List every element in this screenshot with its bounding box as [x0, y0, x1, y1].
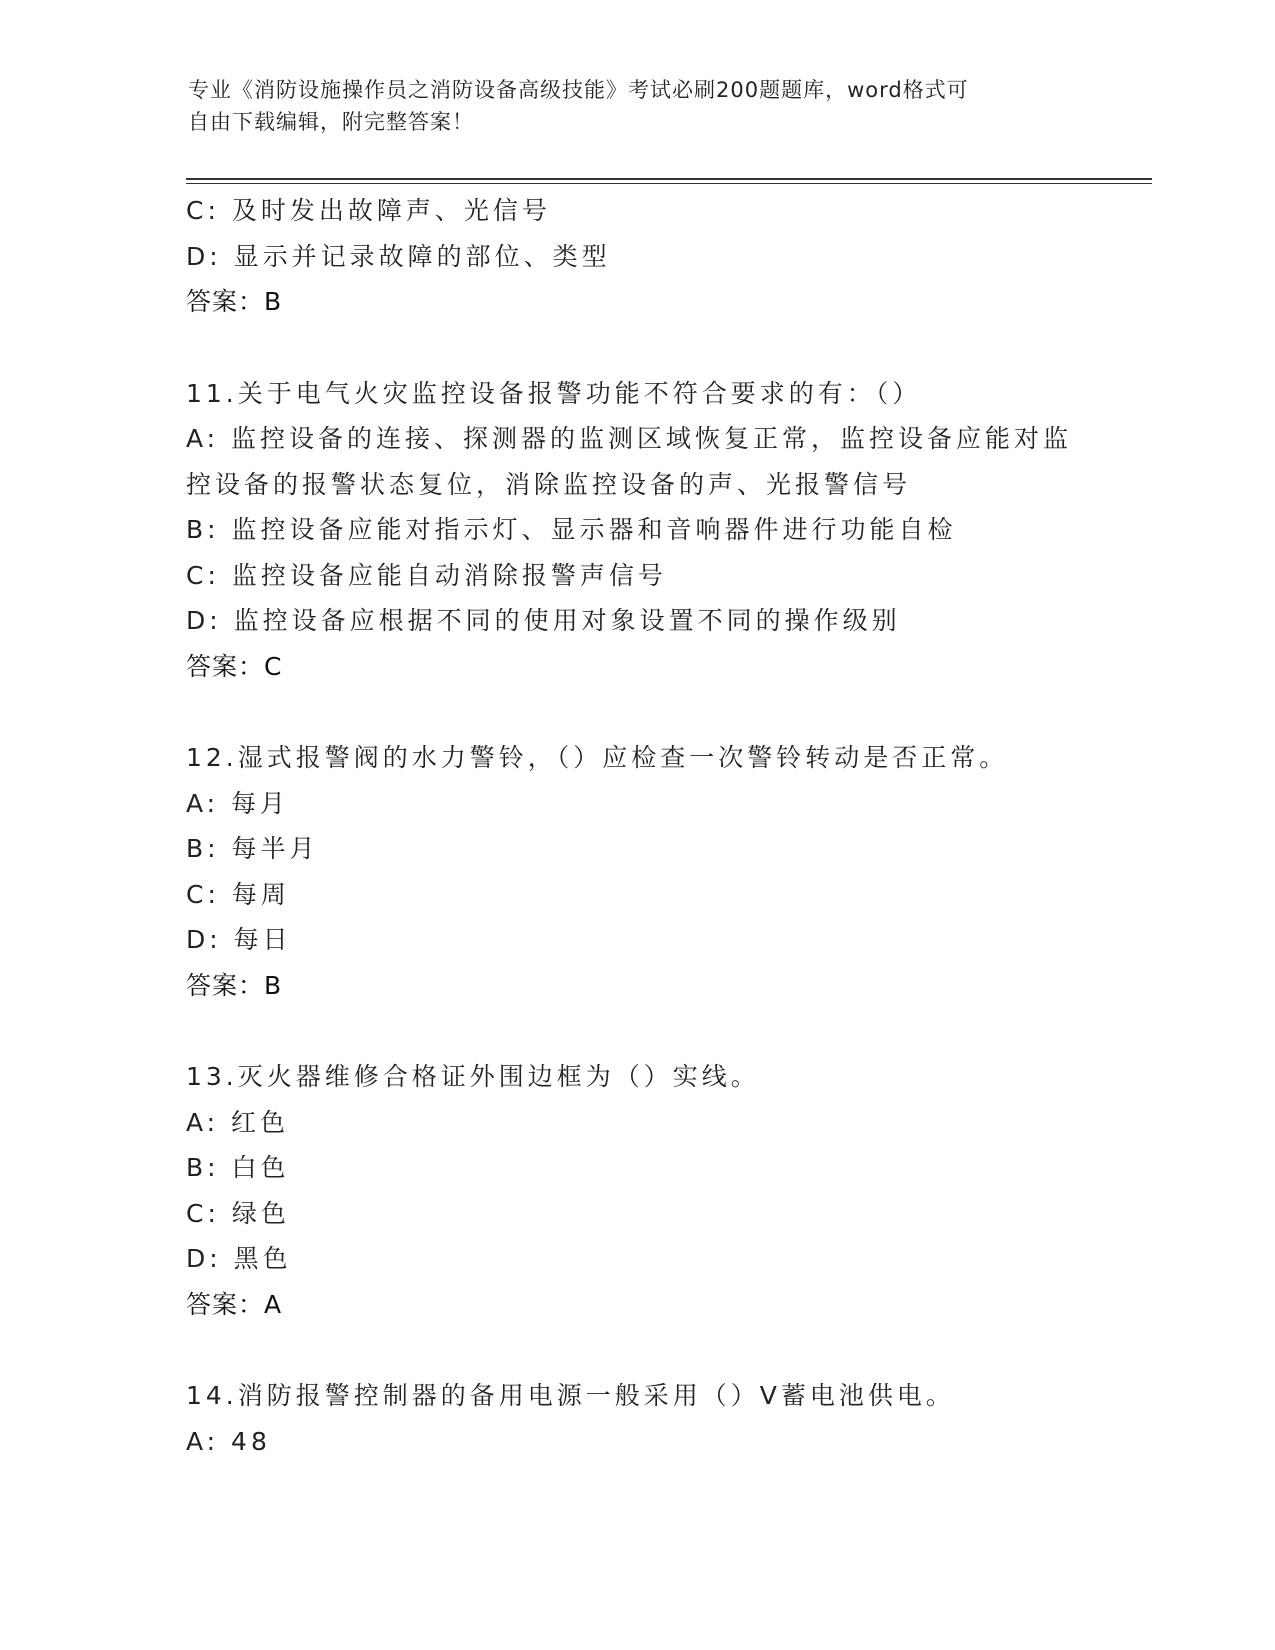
question-12-option-d: D: 每日	[186, 925, 292, 954]
question-13-option-a: A: 红色	[186, 1107, 290, 1137]
question-10	[186, 188, 1146, 325]
question-10-answer: 答案：B	[186, 287, 283, 316]
question-11-stem: 11.关于电气火灾监控设备报警功能不符合要求的有：（）	[186, 378, 922, 408]
question-11-option-a-line-2: 控设备的报警状态复位，消除监控设备的声、光报警信号	[186, 469, 912, 499]
question-12-stem: 12.湿式报警阀的水力警铃，（）应检查一次警铃转动是否正常。	[186, 743, 1009, 772]
spacer	[186, 325, 1146, 371]
header-line-2: 自由下载编辑，附完整答案！	[188, 110, 474, 134]
question-13-option-d: D: 黑色	[186, 1244, 292, 1273]
question-14-stem: 14.消防报警控制器的备用电源一般采用（）V蓄电池供电。	[186, 1381, 955, 1410]
question-11-option-c: C: 监控设备应能自动消除报警声信号	[186, 560, 667, 590]
question-11-answer: 答案：C	[186, 651, 283, 681]
question-12-answer: 答案：B	[186, 970, 283, 1000]
spacer	[186, 1327, 1146, 1373]
spacer	[186, 689, 1146, 735]
question-list	[186, 188, 1146, 1464]
question-12-option-b: B: 每半月	[186, 834, 319, 863]
question-10-option-c: C: 及时发出故障声、光信号	[186, 196, 551, 225]
question-13-stem: 13.灭火器维修合格证外围边框为（）实线。	[186, 1062, 760, 1091]
header-divider-thin	[186, 183, 1152, 184]
header-divider-thick	[186, 178, 1152, 180]
question-13-option-b: B: 白色	[186, 1153, 290, 1182]
question-13-option-c: C: 绿色	[186, 1198, 290, 1228]
question-11-option-b: B: 监控设备应能对指示灯、显示器和音响器件进行功能自检	[186, 515, 957, 544]
question-11-option-a-line-1: A: 监控设备的连接、探测器的监测区域恢复正常，监控设备应能对监	[186, 424, 1073, 453]
question-14-option-a: A: 48	[186, 1426, 271, 1456]
question-11	[186, 371, 1146, 690]
question-13-answer: 答案：A	[186, 1289, 283, 1319]
question-12-option-a: A: 每月	[186, 788, 290, 818]
spacer	[186, 1008, 1146, 1054]
question-11-option-d: D: 监控设备应根据不同的使用对象设置不同的操作级别	[186, 606, 901, 635]
header-line-1: 专业《消防设施操作员之消防设备高级技能》考试必刷200题题库，word格式可	[188, 78, 969, 102]
question-14	[186, 1373, 1146, 1464]
question-13	[186, 1054, 1146, 1327]
question-10-option-d: D: 显示并记录故障的部位、类型	[186, 241, 611, 271]
document-header	[188, 74, 1068, 138]
question-12-option-c: C: 每周	[186, 879, 290, 909]
question-12	[186, 735, 1146, 1008]
